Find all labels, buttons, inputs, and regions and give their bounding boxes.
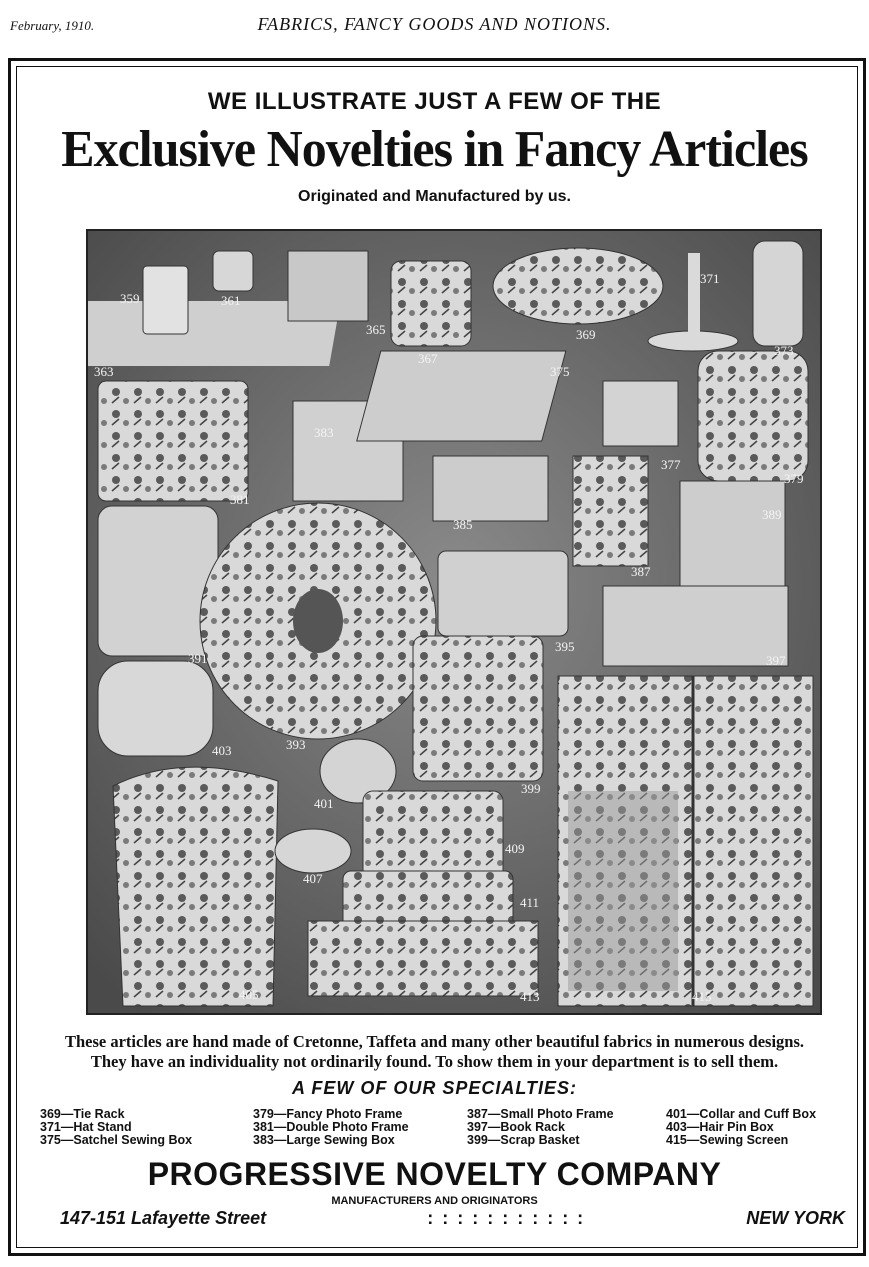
separator-colons: : : : : : : : : : : : [427, 1208, 586, 1228]
item-number-label: 399 [521, 781, 541, 796]
item-number-label: 379 [784, 471, 804, 486]
city: NEW YORK [746, 1208, 845, 1228]
intro-heading: WE ILLUSTRATE JUST A FEW OF THE [207, 88, 662, 115]
item-number-label: 415 [692, 989, 712, 1004]
specialties-column-4 [666, 1108, 816, 1147]
item-number-label: 393 [286, 737, 306, 752]
subline: Originated and Manufactured by us. [298, 188, 571, 205]
specialty-item: 383—Large Sewing Box [253, 1133, 395, 1147]
item-number-label: 413 [520, 989, 540, 1004]
item-number-label: 367 [418, 351, 438, 366]
specialty-item: 379—Fancy Photo Frame [253, 1107, 403, 1121]
specialty-item: 403—Hair Pin Box [666, 1120, 774, 1134]
specialty-item: 371—Hat Stand [40, 1120, 132, 1134]
item-number-label: 385 [453, 517, 473, 532]
item-number-label: 391 [188, 651, 208, 666]
item-number-label: 363 [94, 364, 114, 379]
item-number-label: 401 [314, 796, 334, 811]
item-number-label: 389 [762, 507, 782, 522]
description [0, 1032, 869, 1072]
company-name: PROGRESSIVE NOVELTY COMPANY [147, 1156, 722, 1192]
specialty-item: 381—Double Photo Frame [253, 1120, 409, 1134]
specialties-column-3 [467, 1108, 614, 1147]
product-photograph [86, 229, 822, 1015]
street-address: 147-151 Lafayette Street [60, 1208, 267, 1228]
specialties-title: A FEW OF OUR SPECIALTIES: [292, 1078, 577, 1098]
specialty-item: 375—Satchel Sewing Box [40, 1133, 193, 1147]
item-number-label: 373 [774, 343, 794, 358]
item-number-label: 409 [505, 841, 525, 856]
item-number-label: 407 [303, 871, 323, 886]
address-row [60, 1208, 845, 1229]
specialty-item: 399—Scrap Basket [467, 1133, 580, 1147]
item-number-label: 369 [576, 327, 596, 342]
description-line-2: They have an individuality not ordinarily found. To show them in your department is to sell them. [90, 1052, 779, 1071]
item-number-label: 395 [555, 639, 575, 654]
item-number-label: 359 [120, 291, 140, 306]
specialty-item: 415—Sewing Screen [666, 1133, 789, 1147]
specialty-item: 369—Tie Rack [40, 1107, 125, 1121]
header-date: February, 1910. [10, 18, 95, 33]
specialties-column-2 [253, 1108, 409, 1147]
item-number-label: 365 [366, 322, 386, 337]
item-number-label: 377 [661, 457, 681, 472]
item-number-label: 403 [212, 743, 232, 758]
specialty-item: 387—Small Photo Frame [467, 1107, 614, 1121]
item-number-label: 405 [239, 987, 259, 1002]
specialties-column-1 [40, 1108, 192, 1147]
company-tagline: MANUFACTURERS AND ORIGINATORS [331, 1195, 538, 1207]
item-number-label: 375 [550, 364, 570, 379]
description-line-1: These articles are hand made of Cretonne, Taffeta and many other beautiful fabrics in numerous designs. [64, 1032, 805, 1051]
header-publication: FABRICS, FANCY GOODS AND NOTIONS. [257, 14, 612, 34]
item-number-label: 361 [221, 293, 241, 308]
item-number-label: 371 [700, 271, 720, 286]
headline: Exclusive Novelties in Fancy Articles [61, 121, 808, 178]
item-number-label: 387 [631, 564, 651, 579]
item-number-label: 411 [520, 895, 540, 910]
specialty-item: 401—Collar and Cuff Box [666, 1107, 817, 1121]
item-number-label: 397 [766, 653, 786, 668]
specialty-item: 397—Book Rack [467, 1120, 565, 1134]
item-number-label: 381 [230, 492, 250, 507]
item-number-label: 383 [314, 425, 334, 440]
